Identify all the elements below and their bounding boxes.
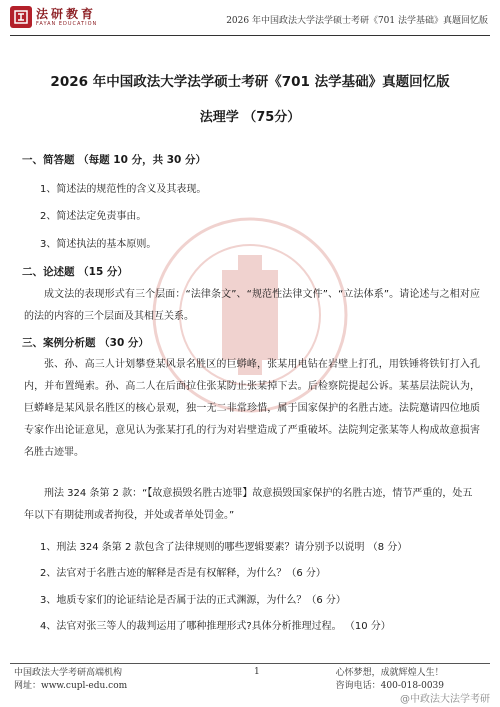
page-header [0, 0, 500, 38]
short-answer-question: 1、简述法的规范性的含义及其表现。 [40, 184, 207, 195]
footer-divider [10, 663, 490, 664]
header-divider [10, 35, 490, 36]
logo-english-text: FAYAN EDUCATION [36, 21, 98, 27]
weibo-watermark: @中政法大法学考研 [400, 694, 490, 705]
document-subtitle: 法理学 （75分） [199, 110, 301, 125]
footer-slogan: 心怀梦想，成就辉煌人生！ [335, 668, 444, 678]
page-number: 1 [254, 667, 260, 677]
footer-org-name: 中国政法大学考研高端机构 [14, 668, 123, 678]
footer-website-link[interactable]: 网址：www.cupl-edu.com [14, 681, 128, 691]
statute-quote: 刑法 324 条第 2 款：“【故意损毁名胜古迹罪】故意损毁国家保护的名胜古迹，情节严重的，处五年以下有期徒刑或者拘役，并处或者单处罚金。” [24, 488, 473, 521]
document-title: 2026 年中国政法大学法学硕士考研《701 法学基础》真题回忆版 [50, 74, 450, 90]
logo-chinese-text: 法研教育 [36, 7, 97, 21]
short-answer-question: 2、简述法定免责事由。 [40, 211, 147, 222]
brand-logo [10, 6, 97, 28]
section-heading-essay: 二、论述题 （15 分） [22, 266, 128, 278]
case-question: 2、法官对于名胜古迹的解释是否是有权解释，为什么？（6 分） [40, 568, 326, 579]
section-heading-case-analysis: 三、案例分析题 （30 分） [22, 337, 149, 349]
case-description: 张、孙、高三人计划攀登某风景名胜区的巨蟒峰，张某用电钻在岩壁上打孔，用铁锤将铁钉打入孔内，并布置绳索。孙、高二人在后面拉住张某防止张某掉下去。后检察院提起公诉。某基层法院认为，巨蟒峰是某风景名胜区的核心景观，独一无二非常珍惜，属于国家保护的名胜古迹。法院邀请四位地质专家作出论证意见，意见认为张某打孔的行为对岩壁造成了严重破坏。法院判定张某等人构成故意损害名胜古迹罪。 [24, 359, 480, 458]
footer-organization [14, 667, 127, 693]
section-heading-short-answer: 一、简答题 （每题 10 分，共 30 分） [22, 154, 207, 166]
case-question: 4、法官对张三等人的裁判运用了哪种推理形式?具体分析推理过程。 （10 分） [40, 621, 391, 632]
short-answer-question: 3、简述执法的基本原则。 [40, 239, 157, 250]
footer-phone: 咨询电话：400-018-0039 [335, 681, 444, 691]
case-question: 1、刑法 324 条第 2 款包含了法律规则的哪些逻辑要素？请分别予以说明 （8 分） [40, 542, 408, 553]
case-question: 3、地质专家们的论证结论是否属于法的正式渊源，为什么？（6 分） [40, 595, 346, 606]
seal-icon [10, 6, 32, 28]
essay-question-text: 成文法的表现形式有三个层面：“法律条文”、“规范性法律文件”、“立法体系”。请论述与之相对应的法的内容的三个层面及其相互关系。 [24, 289, 480, 322]
running-header-title: 2026 年中国政法大学法学硕士考研《701 法学基础》真题回忆版 [226, 16, 488, 26]
